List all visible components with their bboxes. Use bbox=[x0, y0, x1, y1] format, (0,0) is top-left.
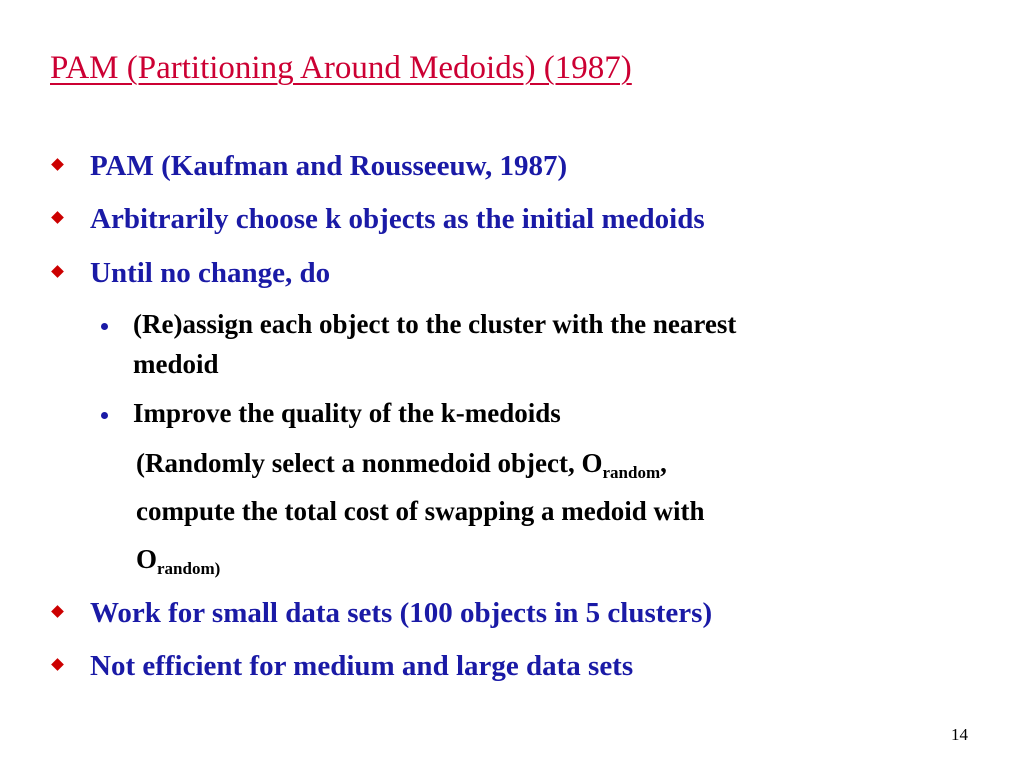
bullet-text: Arbitrarily choose k objects as the initial medoids bbox=[90, 203, 705, 235]
bullet-text: Work for small data sets (100 objects in 5 clusters) bbox=[90, 597, 713, 629]
page-number: 14 bbox=[951, 725, 968, 744]
slide-title: PAM (Partitioning Around Medoids) (1987) bbox=[50, 50, 632, 86]
bullet-text: PAM (Kaufman and Rousseeuw, 1987) bbox=[90, 150, 568, 182]
diamond-bullet-icon bbox=[51, 658, 64, 671]
continuation-line bbox=[136, 448, 667, 482]
continuation-line bbox=[136, 544, 221, 578]
continuation-line: compute the total cost of swapping a medoid with bbox=[136, 496, 705, 526]
subscript-text: random bbox=[602, 463, 661, 482]
diamond-bullet-icon bbox=[51, 158, 64, 171]
sub-bullet-text: (Re)assign each object to the cluster with the nearest bbox=[133, 309, 737, 339]
continuation-text: (Randomly select a nonmedoid object, O bbox=[136, 448, 603, 478]
continuation-text: , bbox=[660, 448, 667, 478]
continuation-text: O bbox=[136, 544, 158, 574]
subscript-text: random) bbox=[157, 559, 221, 578]
dot-bullet-icon bbox=[101, 412, 108, 419]
bullet-text: Not efficient for medium and large data sets bbox=[90, 650, 634, 682]
sub-bullet-continuation: medoid bbox=[133, 349, 219, 379]
bullet-text: Until no change, do bbox=[90, 257, 331, 289]
diamond-bullet-icon bbox=[51, 211, 64, 224]
sub-bullet-text: Improve the quality of the k-medoids bbox=[133, 398, 561, 428]
diamond-bullet-icon bbox=[51, 265, 64, 278]
dot-bullet-icon bbox=[101, 323, 108, 330]
diamond-bullet-icon bbox=[51, 605, 64, 618]
